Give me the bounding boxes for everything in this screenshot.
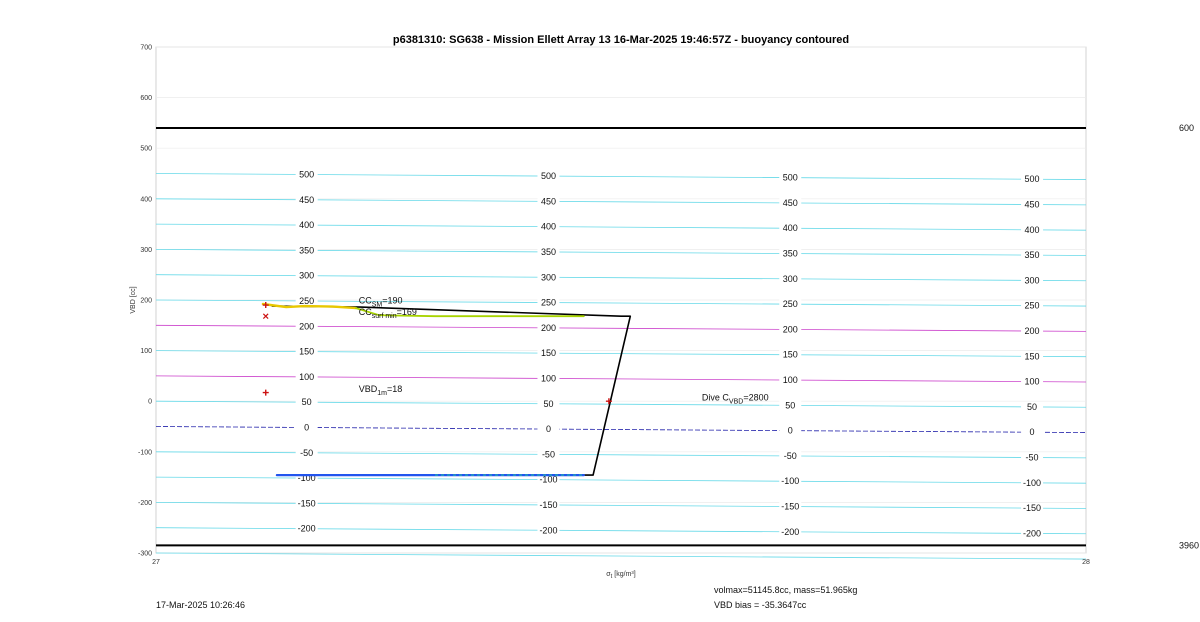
contour-label: 500 [540, 171, 556, 182]
x-axis-label-symbol: σ [606, 571, 611, 578]
contour-label: 350 [540, 246, 556, 257]
contour-label: -50 [783, 450, 797, 461]
contour-label: 450 [782, 197, 798, 208]
contour-label: 450 [1024, 199, 1040, 210]
contour-label: 100 [1024, 376, 1040, 387]
contour-label: 200 [540, 322, 556, 333]
annotation-main: CC [358, 307, 372, 318]
contour-label: 450 [299, 194, 315, 205]
annotation-subscript: VBD [728, 398, 744, 406]
contour-label: 350 [299, 245, 315, 256]
contour-label: -150 [1023, 503, 1042, 514]
contour-label: 0 [304, 422, 310, 433]
contour-label: -100 [1023, 477, 1042, 488]
contour-label: -200 [297, 523, 316, 534]
contour-label: -200 [781, 526, 800, 537]
right-axis-label: 600 [1179, 122, 1195, 133]
contour-label: 300 [782, 273, 798, 284]
annotation-value: =190 [382, 295, 403, 306]
contour-label: 300 [1024, 275, 1040, 286]
footer-vbd-bias: VBD bias = -35.3647cc [714, 600, 807, 610]
contour-label: 50 [1027, 401, 1038, 412]
contour-label: 50 [301, 397, 312, 408]
x-tick-label: 28 [1082, 559, 1090, 566]
y-tick-label: 200 [140, 297, 152, 305]
contour-label: -100 [781, 476, 800, 487]
contour-label: 100 [782, 375, 798, 386]
contour-label: 200 [1024, 326, 1040, 337]
chart-title: p6381310: SG638 - Mission Ellett Array 13 16-Mar-2025 19:46:57Z - buoyancy contoured [392, 34, 850, 46]
x-axis-label-subscript: t [610, 574, 613, 580]
contour-label: 400 [1024, 224, 1040, 235]
contour-label: 250 [1024, 300, 1040, 311]
contour-label: 250 [299, 295, 315, 306]
contour-label: 500 [782, 172, 798, 183]
contour-label: 250 [782, 299, 798, 310]
right-axis-label: 3960 [1179, 540, 1200, 551]
contour-label: 0 [787, 425, 793, 436]
y-tick-label: 300 [140, 246, 152, 254]
contour-label: 150 [782, 349, 798, 360]
footer-volmax-mass: volmax=51145.8cc, mass=51.965kg [714, 585, 858, 595]
contour-label: 100 [299, 371, 315, 382]
y-tick-label: 500 [140, 145, 152, 153]
contour-label: 50 [543, 398, 554, 409]
contour-label: 350 [782, 248, 798, 259]
contour-label: -200 [539, 525, 558, 536]
contour-label: 400 [299, 220, 315, 231]
contour-label: 0 [545, 424, 551, 435]
x-axis-label-unit: [kg/m³] [614, 571, 636, 578]
contour-label: 300 [299, 270, 315, 281]
y-tick-label: -300 [137, 550, 152, 558]
annotation-main: CC [358, 295, 372, 306]
y-tick-label: -200 [137, 499, 152, 507]
contour-label: 0 [1029, 427, 1035, 438]
contour-label: 150 [299, 346, 315, 357]
annotation-subscript: SM [371, 301, 383, 309]
y-tick-label: 0 [148, 398, 152, 406]
y-tick-label: 600 [140, 95, 152, 103]
contour-label: -100 [539, 474, 558, 485]
contour-label: -50 [541, 449, 555, 460]
y-tick-label: 100 [140, 348, 152, 356]
contour-line [156, 553, 1086, 559]
contour-label: 500 [299, 169, 315, 180]
x-tick-label: 27 [152, 559, 160, 566]
contour-label: 450 [540, 196, 556, 207]
contour-label: -150 [539, 499, 558, 510]
y-tick-label: 700 [140, 44, 152, 52]
annotation-main: Dive C [701, 392, 729, 403]
contour-label: -50 [300, 447, 314, 458]
y-tick-label: 400 [140, 196, 152, 204]
footer-timestamp: 17-Mar-2025 10:26:46 [156, 600, 246, 610]
x-axis-label [606, 571, 635, 580]
annotation-subscript: 1m [377, 390, 387, 398]
annotation-value: =2800 [743, 392, 769, 403]
annotation-value: =169 [396, 307, 417, 318]
contour-label: 150 [1024, 351, 1040, 362]
contour-label: -200 [1023, 528, 1042, 539]
y-tick-label: -100 [137, 449, 152, 457]
contour-label: -150 [297, 498, 316, 509]
contour-label: 50 [785, 400, 796, 411]
contour-label: 200 [299, 321, 315, 332]
annotation-subscript: surf min [371, 313, 397, 321]
contour-label: -150 [781, 501, 800, 512]
contour-label: 200 [782, 324, 798, 335]
contour-label: 350 [1024, 250, 1040, 261]
contour-label: 150 [540, 348, 556, 359]
contour-label: 100 [540, 373, 556, 384]
y-axis-label: VBD [cc] [130, 286, 137, 314]
contour-label: -50 [1025, 452, 1039, 463]
contour-label: 300 [540, 272, 556, 283]
annotation-value: =18 [386, 384, 403, 395]
annotation-main: VBD [358, 384, 378, 395]
contour-label: 250 [540, 297, 556, 308]
contour-label: 500 [1024, 174, 1040, 185]
contour-label: -100 [297, 473, 316, 484]
contour-label: 400 [782, 223, 798, 234]
contour-label: 400 [540, 221, 556, 232]
